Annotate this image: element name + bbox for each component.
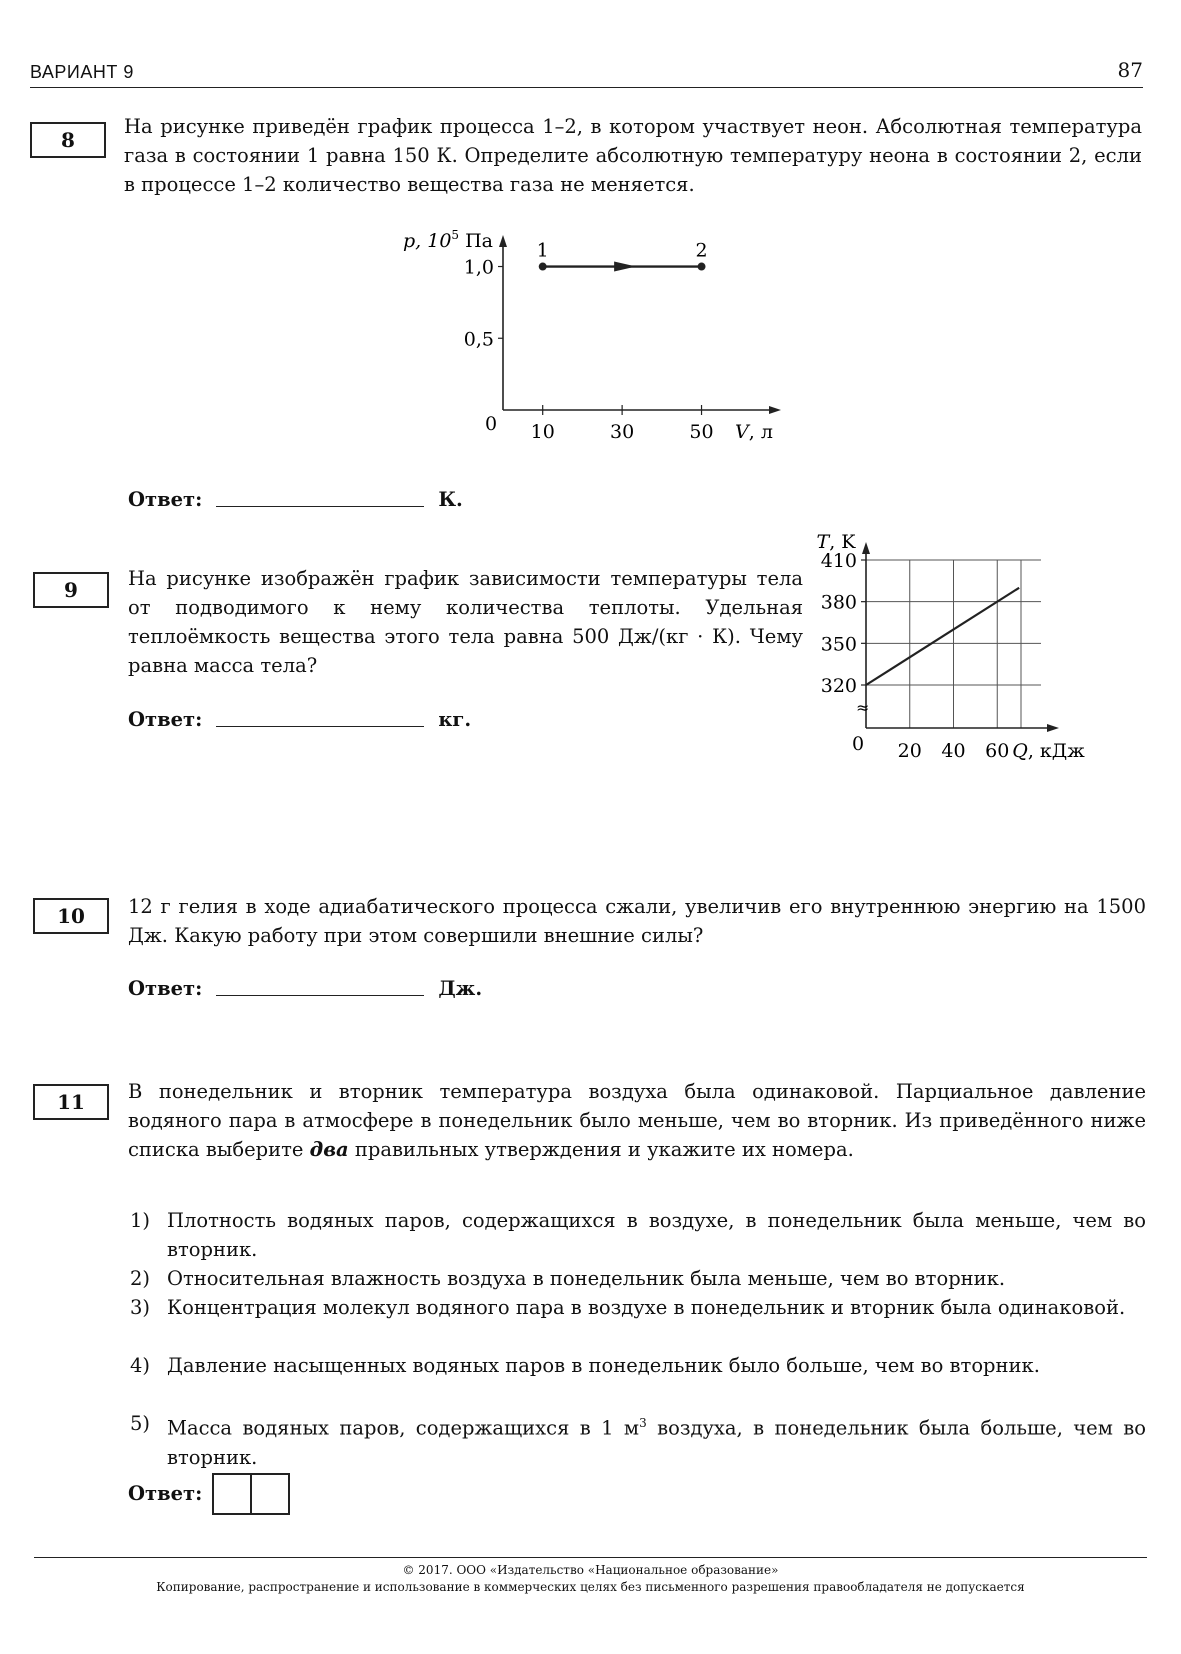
origin-label: 0 — [852, 733, 865, 755]
question-11-text-a: В понедельник и вторник температура воздуха была одинаковой. Парциальное давление водяного пара в атмосфере в понедельник было меньше, чем во вторник. Из приведённого ниже списка выберите — [128, 1080, 1146, 1161]
question-10-text: 12 г гелия в ходе адиабатического процесса сжали, увеличив его внутреннюю энергию на 1500 Дж. Какую работу при этом совершили внешние силы? — [128, 895, 1146, 947]
question-11-text — [128, 1077, 1146, 1164]
answer-label: Ответ: — [128, 977, 203, 1000]
answer-label: Ответ: — [128, 708, 203, 731]
y-axis-label-var: T — [816, 531, 830, 553]
option-text: Концентрация молекул водяного пара в воздухе в понедельник и вторник была одинаковой. — [167, 1296, 1126, 1319]
x-tick-label: 50 — [689, 421, 714, 443]
answer-blank[interactable] — [216, 994, 424, 996]
x-tick-label: 40 — [941, 740, 966, 762]
chart-q8-axes — [499, 235, 781, 414]
chart-q9 — [816, 531, 1150, 815]
option-text — [167, 1409, 1146, 1472]
x-axis-label-var: V — [735, 421, 749, 443]
question-8-answer — [128, 488, 463, 511]
y-tick-label: 320 — [820, 675, 857, 697]
answer-cell[interactable] — [250, 1475, 288, 1513]
question-11-emphasis: два — [309, 1138, 349, 1161]
question-9-number: 9 — [33, 572, 109, 608]
option-5 — [130, 1409, 1146, 1472]
question-8-text: На рисунке приведён график процесса 1–2, в котором участвует неон. Абсолютная температура газа в состоянии 1 равна 150 К. Определите абсолютную температуру неона в состоянии 2, если в процессе 1–2 количество вещества газа не меняется. — [124, 115, 1142, 196]
data-point — [539, 263, 547, 271]
chart-q9-series — [866, 588, 1019, 685]
header-divider — [30, 87, 1143, 88]
axis-break-icon: ≈ — [856, 698, 870, 717]
footer-copyright: © 2017. ООО «Издательство «Национальное образование» — [402, 1563, 779, 1577]
x-axis-arrow-icon — [1047, 724, 1059, 732]
question-11-answer-label: Ответ: — [128, 1482, 203, 1505]
y-tick-label: 380 — [820, 591, 857, 614]
y-tick-label: 350 — [820, 633, 857, 656]
y-axis-arrow-icon — [862, 542, 870, 554]
y-tick-label: 1,0 — [463, 256, 494, 279]
option-1 — [130, 1206, 1146, 1264]
question-10-number: 10 — [33, 898, 109, 934]
x-tick-label: 10 — [530, 421, 555, 443]
footer-divider — [34, 1557, 1147, 1558]
y-axis-arrow-icon — [499, 235, 507, 247]
option-number: 2) — [130, 1267, 151, 1290]
origin-label: 0 — [485, 413, 498, 435]
chart-q8 — [400, 225, 840, 475]
chart-q8-series — [537, 240, 708, 272]
chart-q9-axes — [862, 542, 1059, 732]
question-9-answer — [128, 708, 471, 731]
variant-title: ВАРИАНТ 9 — [30, 62, 134, 82]
question-10-answer — [128, 977, 482, 1000]
answer-blank[interactable] — [216, 725, 424, 727]
option-text-b: воздуха, в понедельник была больше, чем во вторник. — [167, 1416, 1146, 1469]
x-axis-arrow-icon — [769, 406, 781, 414]
footer-notice: Копирование, распространение и использование в коммерческих целях без письменного разрешения правообладателя не допускается — [156, 1580, 1025, 1594]
option-text-a: Масса водяных паров, содержащихся в 1 м — [167, 1416, 640, 1440]
x-axis-label-unit: , кДж — [1027, 740, 1085, 762]
point-label: 2 — [695, 239, 708, 262]
question-11-number: 11 — [33, 1084, 109, 1120]
option-text: Плотность водяных паров, содержащихся в воздухе, в понедельник была меньше, чем во вторник. — [167, 1209, 1146, 1261]
x-axis-label-unit: , л — [748, 421, 773, 443]
y-axis-label — [817, 531, 857, 553]
question-9-text: На рисунке изображён график зависимости температуры тела от подводимого к нему количества теплоты. Удельная теплоёмкость вещества этого тела равна 500 Дж/(кг · К). Чему равна масса тела? — [128, 567, 803, 677]
y-tick-label: 410 — [820, 550, 857, 572]
y-axis-label-main: p, 10 — [403, 230, 452, 252]
x-axis-label-var: Q — [1012, 740, 1028, 762]
page-number: 87 — [1117, 58, 1143, 82]
question-8-number: 8 — [30, 122, 106, 158]
x-tick-label: 60 — [985, 740, 1010, 762]
y-axis-label — [403, 228, 493, 252]
question-11-text-b: правильных утверждения и укажите их номера. — [348, 1138, 854, 1161]
point-label: 1 — [536, 239, 549, 262]
option-text: Давление насыщенных водяных паров в понедельник было больше, чем во вторник. — [167, 1354, 1040, 1377]
option-number: 3) — [130, 1296, 151, 1319]
option-3 — [130, 1293, 1146, 1322]
option-number: 5) — [130, 1412, 151, 1435]
answer-blank[interactable] — [216, 505, 424, 507]
y-axis-label-unit: , K — [829, 531, 856, 553]
answer-boxes — [212, 1473, 290, 1515]
direction-arrow-icon — [614, 262, 636, 272]
y-tick-label: 0,5 — [463, 328, 494, 351]
option-number: 4) — [130, 1354, 151, 1377]
answer-cell[interactable] — [214, 1475, 250, 1513]
answer-unit: Дж. — [438, 977, 483, 1000]
option-4 — [130, 1351, 1146, 1380]
answer-label: Ответ: — [128, 488, 203, 511]
option-superscript: 3 — [639, 1416, 647, 1430]
temperature-line — [866, 588, 1019, 685]
answer-unit: кг. — [438, 708, 472, 731]
y-axis-label-sup: 5 — [451, 228, 460, 242]
chart-q9-grid — [866, 560, 1041, 728]
x-tick-label: 30 — [610, 421, 635, 443]
answer-unit: К. — [438, 488, 463, 511]
y-axis-label-unit: Па — [459, 230, 493, 252]
x-tick-label: 20 — [897, 740, 922, 762]
x-axis-label — [735, 421, 773, 443]
data-point — [698, 263, 706, 271]
x-axis-label — [1012, 740, 1085, 762]
option-2 — [130, 1264, 1146, 1293]
option-text: Относительная влажность воздуха в понедельник была меньше, чем во вторник. — [167, 1267, 1006, 1290]
option-number: 1) — [130, 1209, 151, 1232]
